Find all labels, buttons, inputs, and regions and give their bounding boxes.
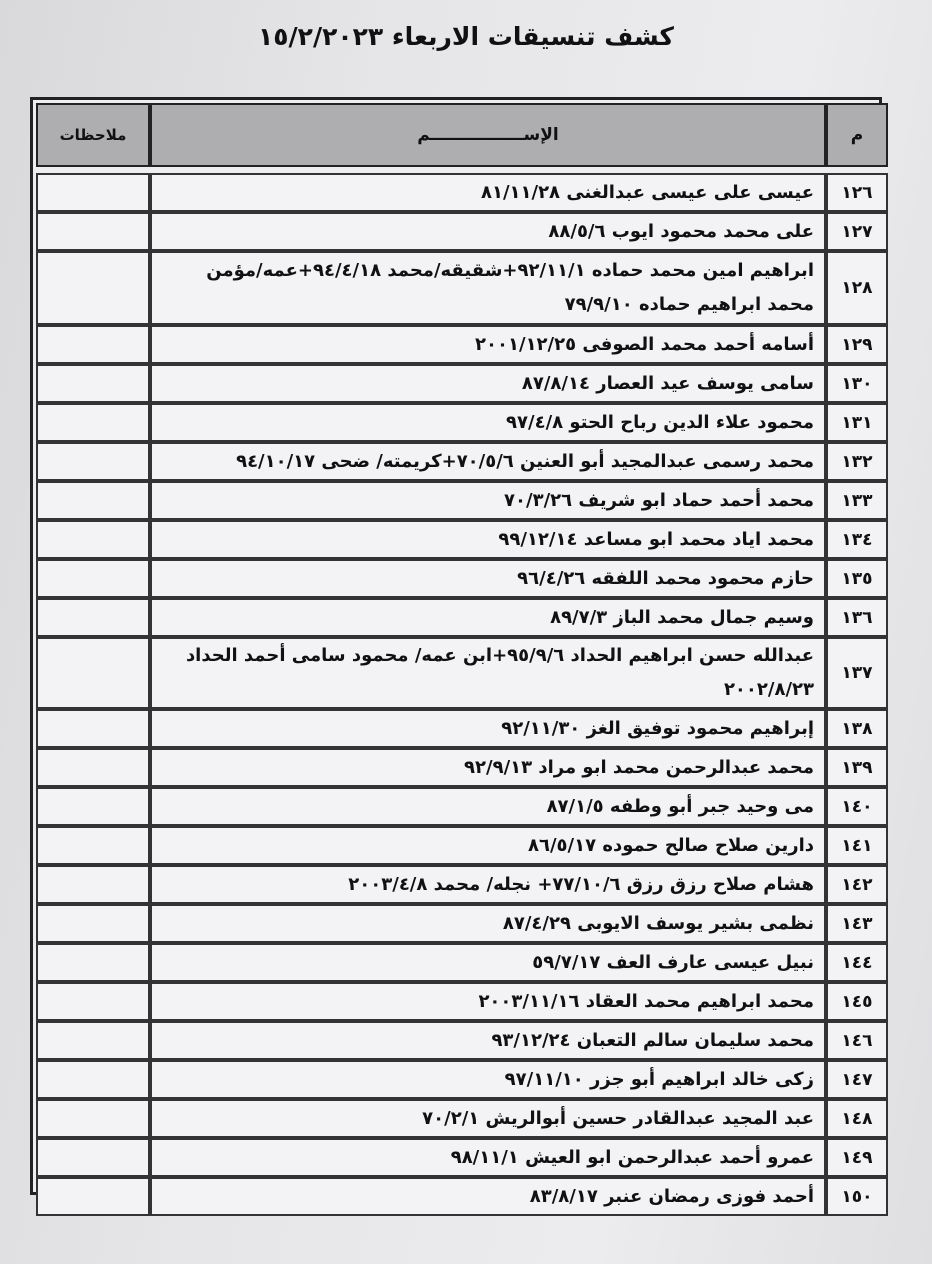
table-row [36,826,888,865]
row-number: ١٤٩ [826,1138,888,1177]
row-notes [36,637,150,709]
row-notes [36,748,150,787]
row-number: ١٤٨ [826,1099,888,1138]
table-frame [30,97,882,1207]
page-title: كشف تنسيقات الاربعاء ١٥/٢/٢٠٢٣ [258,22,674,51]
table-row [36,1060,888,1099]
row-notes [36,212,150,251]
row-name: نبيل عيسى عارف العف ٥٩/٧/١٧ [150,943,826,982]
row-number: ١٣١ [826,403,888,442]
row-notes [36,325,150,364]
row-notes [36,1099,150,1138]
table-row [36,637,888,709]
row-number: ١٢٧ [826,212,888,251]
table-row [36,1138,888,1177]
header-name: الإســــــــــــــــم [150,103,826,167]
table-row [36,1099,888,1138]
row-number: ١٢٨ [826,251,888,325]
row-name: عبدالله حسن ابراهيم الحداد ٩٥/٩/٦+ابن عمه/ محمود سامى أحمد الحداد ٢٠٠٢/٨/٢٣ [150,637,826,709]
row-number: ١٤٦ [826,1021,888,1060]
table-row [36,865,888,904]
row-notes [36,364,150,403]
table-row [36,442,888,481]
row-number: ١٣٢ [826,442,888,481]
row-number: ١٢٩ [826,325,888,364]
row-number: ١٥٠ [826,1177,888,1216]
names-table [36,103,888,1216]
row-notes [36,904,150,943]
row-number: ١٣٧ [826,637,888,709]
row-name: ابراهيم امين محمد حماده ٩٢/١١/١+شقيقه/محمد ٩٤/٤/١٨+عمه/مؤمن محمد ابراهيم حماده ٧٩/٩/١٠ [150,251,826,325]
table-row [36,403,888,442]
table-row [36,598,888,637]
table-row [36,520,888,559]
row-number: ١٢٦ [826,173,888,212]
row-name: عيسى على عيسى عبدالغنى ٨١/١١/٢٨ [150,173,826,212]
table-body [36,167,888,1216]
row-number: ١٣٣ [826,481,888,520]
row-name: محمود علاء الدين رباح الحتو ٩٧/٤/٨ [150,403,826,442]
row-name: نظمى بشير يوسف الايوبى ٨٧/٤/٢٩ [150,904,826,943]
row-notes [36,826,150,865]
header-number: م [826,103,888,167]
row-notes [36,403,150,442]
table-row [36,364,888,403]
header-notes: ملاحظات [36,103,150,167]
row-notes [36,251,150,325]
row-number: ١٤٣ [826,904,888,943]
row-name: حازم محمود محمد اللفقه ٩٦/٤/٢٦ [150,559,826,598]
row-number: ١٣٤ [826,520,888,559]
row-name: دارين صلاح صالح حموده ٨٦/٥/١٧ [150,826,826,865]
row-notes [36,481,150,520]
row-name: زكى خالد ابراهيم أبو جزر ٩٧/١١/١٠ [150,1060,826,1099]
table-row [36,325,888,364]
row-number: ١٤٢ [826,865,888,904]
row-name: أسامه أحمد محمد الصوفى ٢٠٠١/١٢/٢٥ [150,325,826,364]
table-row [36,709,888,748]
table-row [36,787,888,826]
row-name: وسيم جمال محمد الباز ٨٩/٧/٣ [150,598,826,637]
row-name: محمد رسمى عبدالمجيد أبو العنين ٧٠/٥/٦+كريمته/ ضحى ٩٤/١٠/١٧ [150,442,826,481]
row-name: سامى يوسف عيد العصار ٨٧/٨/١٤ [150,364,826,403]
row-notes [36,173,150,212]
row-number: ١٣٩ [826,748,888,787]
table-row [36,173,888,212]
row-name: إبراهيم محمود توفيق الغز ٩٢/١١/٣٠ [150,709,826,748]
row-name: عمرو أحمد عبدالرحمن ابو العيش ٩٨/١١/١ [150,1138,826,1177]
table-row [36,251,888,325]
row-notes [36,520,150,559]
table-row [36,1021,888,1060]
row-name: عبد المجيد عبدالقادر حسين أبوالريش ٧٠/٢/١ [150,1099,826,1138]
row-name: أحمد فوزى رمضان عنبر ٨٣/٨/١٧ [150,1177,826,1216]
table-row [36,481,888,520]
table-row [36,982,888,1021]
row-number: ١٣٥ [826,559,888,598]
row-number: ١٣٠ [826,364,888,403]
row-name: محمد ابراهيم محمد العقاد ٢٠٠٣/١١/١٦ [150,982,826,1021]
row-number: ١٣٨ [826,709,888,748]
row-notes [36,442,150,481]
table-row [36,748,888,787]
table-row [36,1177,888,1216]
row-notes [36,1177,150,1216]
row-name: محمد أحمد حماد ابو شريف ٧٠/٣/٢٦ [150,481,826,520]
row-number: ١٤٤ [826,943,888,982]
row-number: ١٤٠ [826,787,888,826]
row-number: ١٤٧ [826,1060,888,1099]
row-name: محمد اياد محمد ابو مساعد ٩٩/١٢/١٤ [150,520,826,559]
table-header-row [36,103,888,167]
row-name: على محمد محمود ايوب ٨٨/٥/٦ [150,212,826,251]
row-notes [36,1021,150,1060]
row-number: ١٣٦ [826,598,888,637]
row-name: محمد عبدالرحمن محمد ابو مراد ٩٢/٩/١٣ [150,748,826,787]
row-notes [36,598,150,637]
row-notes [36,559,150,598]
table-row [36,943,888,982]
row-number: ١٤٥ [826,982,888,1021]
row-notes [36,982,150,1021]
table-row [36,212,888,251]
row-name: محمد سليمان سالم التعبان ٩٣/١٢/٢٤ [150,1021,826,1060]
row-name: هشام صلاح رزق رزق ٧٧/١٠/٦+ نجله/ محمد ٢٠٠٣/٤/٨ [150,865,826,904]
row-notes [36,787,150,826]
row-notes [36,709,150,748]
table-row [36,559,888,598]
row-notes [36,1138,150,1177]
row-notes [36,1060,150,1099]
row-notes [36,943,150,982]
table-row [36,904,888,943]
row-number: ١٤١ [826,826,888,865]
row-name: مى وحيد جبر أبو وطفه ٨٧/١/٥ [150,787,826,826]
row-notes [36,865,150,904]
